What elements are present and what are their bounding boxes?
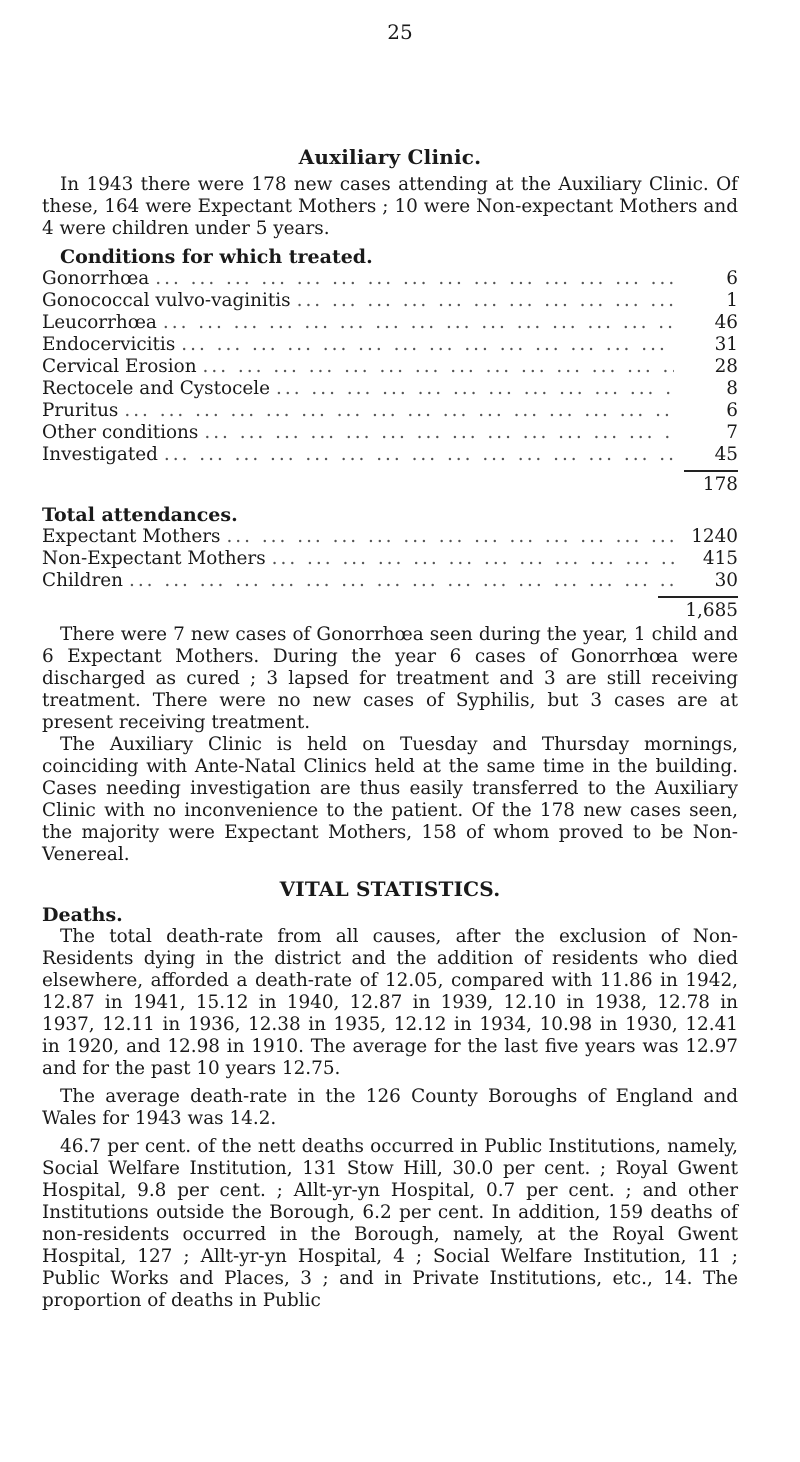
conditions-heading: Conditions for which treated. bbox=[60, 246, 373, 268]
attendances-heading: Total attendances. bbox=[42, 504, 238, 526]
condition-row: Gonococcal vulvo-vaginitis ... . 1 bbox=[42, 290, 738, 312]
deaths-heading: Deaths. bbox=[42, 904, 123, 926]
attendances-total: 1,685 bbox=[685, 600, 738, 621]
conditions-list bbox=[42, 268, 738, 466]
attendances-list bbox=[42, 526, 738, 592]
page-content bbox=[42, 146, 738, 1312]
page-number: 25 bbox=[387, 20, 413, 44]
gonorrhoea-paragraph: There were 7 new cases of Gonorrhœa seen during the year, 1 child and 6 Expectant Mothers. During the year 6 cases of Gonorrhœa were discharged as cured ; 3 lapsed for treatment and 3 are still receiving treatment. There were no new cases of Syphilis, but 3 cases are at present receiving treatment. bbox=[42, 624, 738, 733]
attendance-row: Expectant Mothers ... . 1240 bbox=[42, 526, 738, 548]
attendance-row: Non-Expectant Mothers ... . 415 bbox=[42, 548, 738, 570]
condition-row: Pruritus ... . 6 bbox=[42, 400, 738, 422]
county-boroughs-paragraph: The average death-rate in the 126 County Boroughs of England and Wales for 1943 was 14.2. bbox=[42, 1086, 738, 1129]
condition-row: Investigated ... . 45 bbox=[42, 444, 738, 466]
vital-statistics-title: VITAL STATISTICS. bbox=[279, 877, 501, 901]
conditions-total: 178 bbox=[702, 474, 738, 495]
auxiliary-intro: In 1943 there were 178 new cases attending at the Auxiliary Clinic. Of these, 164 were Expectant Mothers ; 10 were Non-expectant Mothers and 4 were children under 5 years. bbox=[42, 174, 738, 239]
clinic-schedule-paragraph: The Auxiliary Clinic is held on Tuesday and Thursday mornings, coinciding with Ante-Natal Clinics held at the same time in the building. Cases needing investigation are thus easily transferred to the Auxiliary Clinic with no inconvenience to the patient. Of the 178 new cases seen, the majority were Expectant Mothers, 158 of whom proved to be Non-Venereal. bbox=[42, 734, 738, 865]
condition-row: Rectocele and Cystocele ... . 8 bbox=[42, 378, 738, 400]
condition-row: Gonorrhœa ... . 6 bbox=[42, 268, 738, 290]
condition-row: Endocervicitis ... . 31 bbox=[42, 334, 738, 356]
death-rate-paragraph: The total death-rate from all causes, after the exclusion of Non-Residents dying in the district and the addition of residents who died elsewhere, afforded a death-rate of 12.05, compared with 11.86 in 1942, 12.87 in 1941, 15.12 in 1940, 12.87 in 1939, 12.10 in 1938, 12.78 in 1937, 12.11 in 1936, 12.38 in 1935, 12.12 in 1934, 10.98 in 1930, 12.41 in 1920, and 12.98 in 1910. The average for the last five years was 12.97 and for the past 10 years 12.75. bbox=[42, 926, 738, 1079]
condition-row: Cervical Erosion ... . 28 bbox=[42, 356, 738, 378]
condition-row: Other conditions ... . 7 bbox=[42, 422, 738, 444]
auxiliary-clinic-title: Auxiliary Clinic. bbox=[298, 145, 482, 169]
condition-row: Leucorrhœa ... . 46 bbox=[42, 312, 738, 334]
attendance-row: Children ... . 30 bbox=[42, 570, 738, 592]
institutions-paragraph: 46.7 per cent. of the nett deaths occurred in Public Institutions, namely, Social Welfare Institution, 131 Stow Hill, 30.0 per cent. ; Royal Gwent Hospital, 9.8 per cent. ; Allt-yr-yn Hospital, 0.7 per cent. ; and other Institutions outside the Borough, 6.2 per cent. In addition, 159 deaths of non-residents occurred in the Borough, namely, at the Royal Gwent Hospital, 127 ; Allt-yr-yn Hospital, 4 ; Social Welfare Institution, 11 ; Public Works and Places, 3 ; and in Private Institutions, etc., 14. The proportion of deaths in Public bbox=[42, 1136, 738, 1311]
